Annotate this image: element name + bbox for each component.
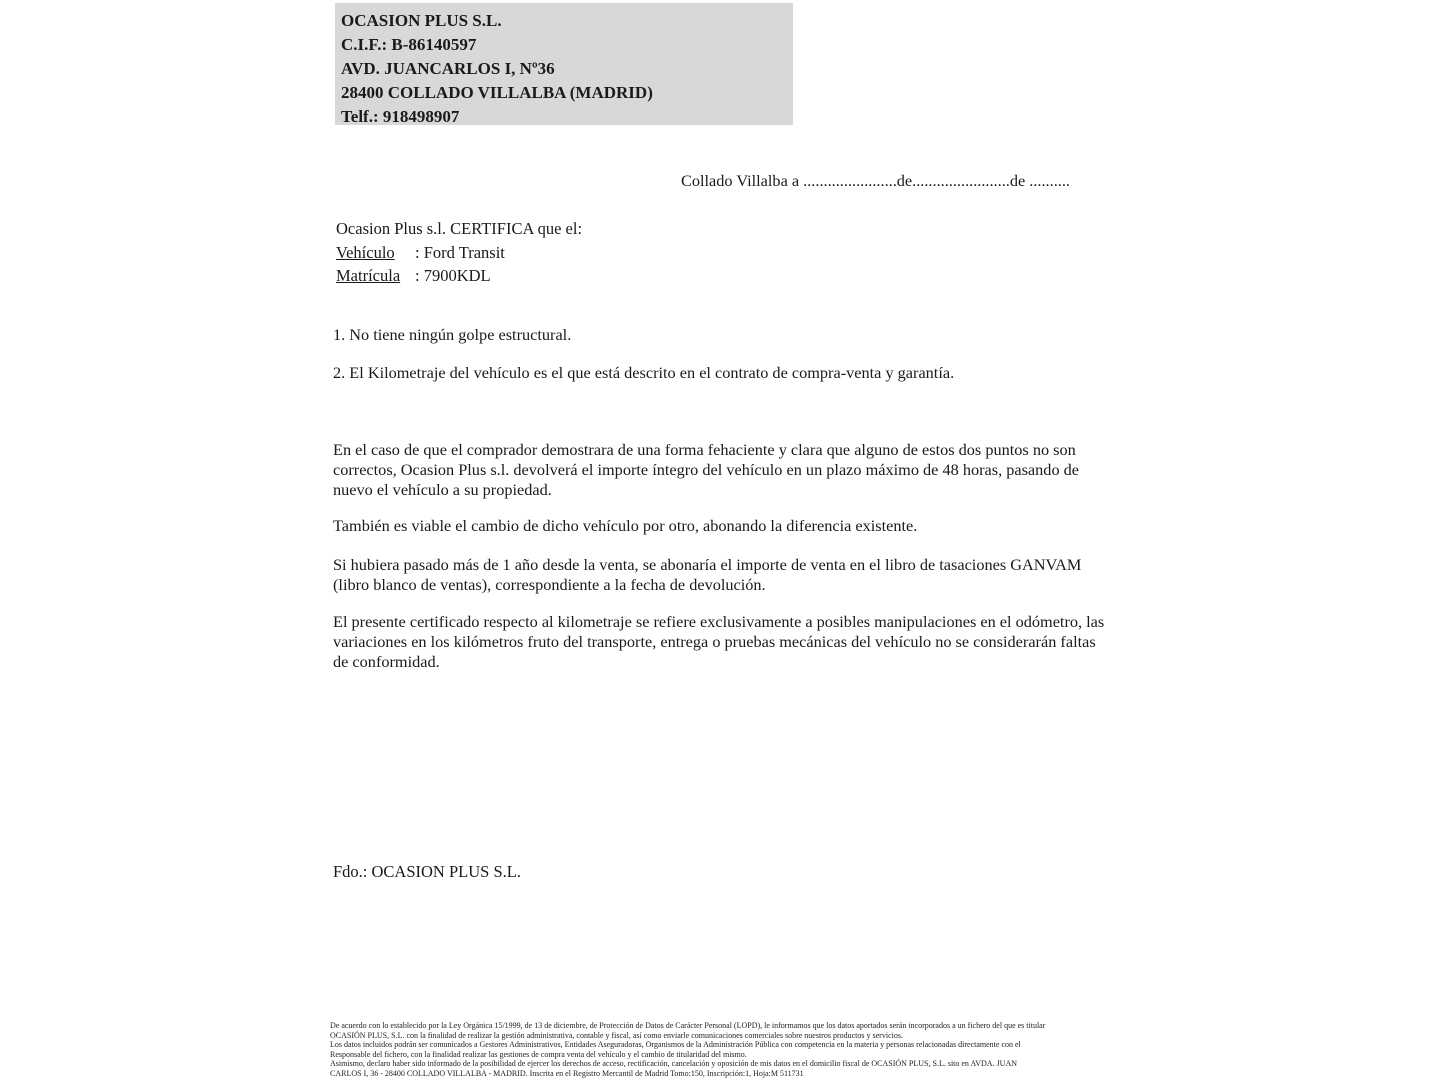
company-phone: Telf.: 918498907	[341, 107, 460, 126]
legal-line: Responsable del fichero, con la finalidad realizar las gestiones de compra venta del vehículo y el cambio de titularidad del mismo.	[330, 1049, 747, 1059]
certification-point-2: 2. El Kilometraje del vehículo es el que está descrito en el contrato de compra-venta y garantía.	[333, 363, 955, 382]
legal-line: CARLOS I, 36 - 28400 COLLADO VILLALBA - MADRID. Inscrita en el Registro Mercantil de Madrid Tomo:150, Inscripción:1, Hoja:M 511731	[330, 1068, 804, 1078]
paragraph-refund-clause: En el caso de que el comprador demostrara de una forma fehaciente y clara que alguno de estos dos puntos no son correctos, Ocasion Plus s.l. devolverá el importe íntegro del vehículo en un plazo máximo de 48 horas, pasando de nuevo el vehículo a su propiedad.	[333, 440, 1080, 499]
date-fill-in-line: Collado Villalba a .......................de........................de ..........	[681, 171, 1070, 190]
plate-field-value: : 7900KDL	[415, 266, 491, 285]
paragraph-odometer-clause: El presente certificado respecto al kilometraje se refiere exclusivamente a posibles manipulaciones en el odómetro, las variaciones en los kilómetros fruto del transporte, entrega o pruebas mecánicas del vehículo no se considerarán faltas de conformidad.	[333, 612, 1105, 671]
legal-line: Asimismo, declaro haber sido informado de la posibilidad de ejercer los derechos de acceso, rectificación, cancelación y oposición de mis datos en el domicilio fiscal de OCASIÓN PLUS, S.L. sito en AVDA. JUAN	[330, 1059, 1018, 1069]
legal-line: De acuerdo con lo establecido por la Ley Orgánica 15/1999, de 13 de diciembre, de Protección de Datos de Carácter Personal (LOPD), le informamos que los datos aportados serán incorporados a un fichero del que es titular	[330, 1021, 1046, 1030]
legal-fine-print	[330, 1021, 1045, 1079]
legal-line: Los datos incluidos podrán ser comunicados a Gestores Administrativos, Entidades Aseguradoras, Organismos de la Administración Pública con competencia en la materia y personas relacionadas directamente con el	[330, 1040, 1021, 1050]
certification-intro-block	[336, 217, 582, 288]
company-cif: C.I.F.: B-86140597	[341, 35, 477, 54]
legal-line: OCASIÓN PLUS, S.L. con la finalidad de realizar la gestión administrativa, contable y fiscal, así como enviarle comunicaciones comerciales sobre nuestros productos y servicios.	[330, 1030, 903, 1040]
company-letterhead	[335, 3, 793, 125]
vehicle-field-value: : Ford Transit	[415, 242, 505, 262]
company-city: 28400 COLLADO VILLALBA (MADRID)	[341, 83, 653, 102]
company-name: OCASION PLUS S.L.	[341, 11, 502, 30]
company-address: AVD. JUANCARLOS I, Nº36	[341, 59, 555, 78]
plate-field	[336, 264, 582, 288]
certify-intro-text: Ocasion Plus s.l. CERTIFICA que el:	[336, 219, 583, 238]
plate-field-label: Matrícula	[336, 266, 401, 285]
vehicle-field	[336, 241, 582, 265]
certification-point-1: 1. No tiene ningún golpe estructural.	[333, 325, 572, 344]
vehicle-field-label: Vehículo	[336, 242, 395, 262]
signature-line: Fdo.: OCASION PLUS S.L.	[333, 862, 521, 881]
paragraph-exchange-clause: También es viable el cambio de dicho vehículo por otro, abonando la diferencia existente.	[333, 516, 918, 535]
paragraph-ganvam-clause: Si hubiera pasado más de 1 año desde la venta, se abonaría el importe de venta en el libro de tasaciones GANVAM (libro blanco de ventas), correspondiente a la fecha de devolución.	[333, 555, 1082, 594]
